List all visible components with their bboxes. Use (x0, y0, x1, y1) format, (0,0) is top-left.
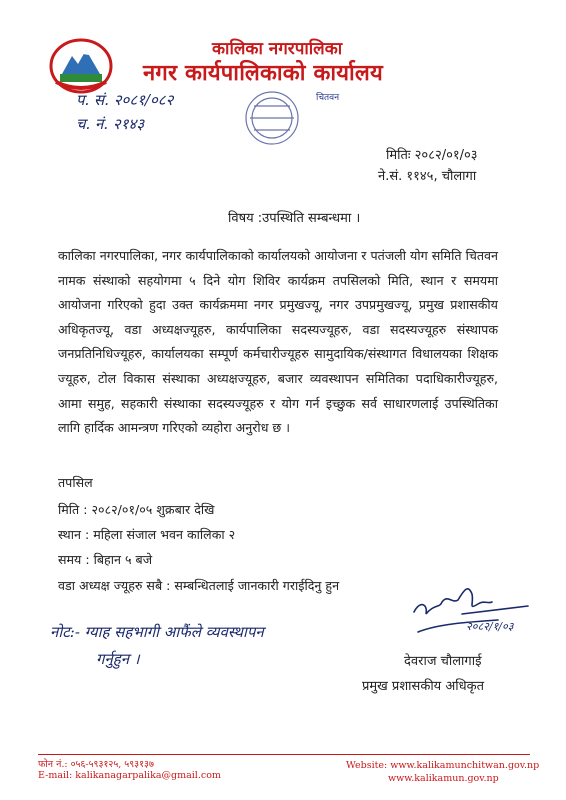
footer-website: Website: www.kalikamunchitwan.gov.np (346, 760, 540, 771)
office-name: नगर कार्यपालिकाको कार्यालय (143, 61, 383, 86)
signed-date: २०८२/१/०३ (466, 620, 514, 633)
ward-note: वडा अध्यक्ष ज्यूहरु सबै : सम्बन्धितलाई जानकारी गराईदिनु हुन (58, 578, 340, 593)
municipality-name: कालिका नगरपालिका (212, 39, 343, 59)
letter-body: कालिका नगरपालिका, नगर कार्यपालिकाको कार्यालयको आयोजना र पतंजली योग समिति चितवन नामक संस्थाको सहयोगमा ५ दिने योग शिविर कार्यक्रम तपसिलको मिति, स्थान र समयमा आयोजना गरिएको हुदा उक्त कार्यक्रममा नगर प्रमुखज्यू, नगर उपप्रमुखज्यू, प्रमुख प्रशासकीय अधिकृतज्यू, वडा अध्यक्षज्यूहरु, कार्यपालिका सदस्यज्यूहरु, वडा सदस्यज्यूहरु संस्थापक जनप्रतिनिधिज्यूहरु, कार्यालयका सम्पूर्ण कर्मचारीज्यूहरु सामुदायिक/संस्थागत विधालयका शिक्षक ज्यूहरु, टोल विकास संस्थाका अध्यक्षज्यूहरु, बजार व्यवस्थापन समितिका पदाधिकारीज्यूहरु, आमा समुह, सहकारी संस्थाका सदस्यज्यूहरु र योग गर्न इच्छुक सर्व साधारणलाई उपस्थितिका लागि हार्दिक आमन्त्रण गरिएको व्यहोरा अनुरोध छ । (58, 248, 498, 436)
details-heading: तपसिल (58, 475, 93, 490)
footer-website-alt: www.kalikamun.gov.np (388, 773, 499, 784)
footer-email: E-mail: kalikanagarpalika@gmail.com (38, 770, 221, 781)
stamp-text: चितवन (316, 93, 340, 103)
signature (408, 574, 538, 644)
nepal-sambat-date: ने.सं. ११४५, चौलागा (378, 169, 477, 184)
signatory-title: प्रमुख प्रशासकीय अधिकृत (362, 679, 485, 694)
event-time: समय : बिहान ५ बजे (58, 552, 153, 567)
footer-divider (38, 754, 530, 755)
event-place: स्थान : महिला संजाल भवन कालिका २ (58, 527, 236, 542)
handwritten-note: नोट:- ग्याह सहभागी आफैंले व्यवस्थापन (50, 623, 264, 641)
reference-number: प. सं. २०८१/०८२ (76, 91, 174, 109)
letter-date: मितिः २०८२/०१/०३ (386, 148, 478, 163)
signatory-name: देवराज चौलागाई (404, 654, 482, 669)
government-emblem-icon (48, 36, 114, 94)
event-date: मिति : २०८२/०१/०५ शुक्रबार देखि (58, 502, 215, 517)
footer-phone: फोन नं.: ०५६-५९३१२५, ५९३१३७ (38, 759, 154, 770)
handwritten-note-continuation: गर्नुहुन । (96, 650, 140, 668)
dispatch-number: च. नं. २१४३ (76, 115, 145, 133)
office-stamp (232, 84, 346, 150)
letter-subject: विषय :उपस्थिति सम्बन्धमा । (228, 211, 361, 226)
